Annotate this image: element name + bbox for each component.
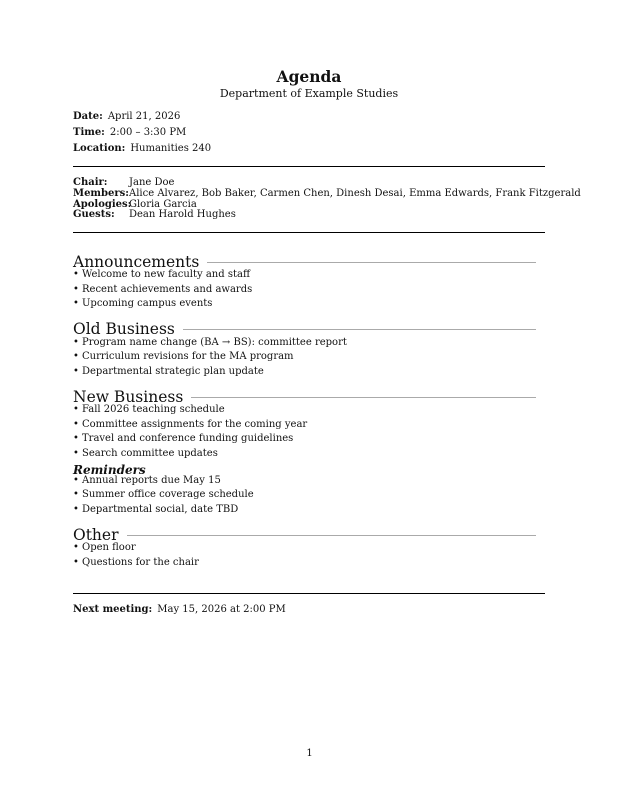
location-value: Humanities 240 [130, 143, 212, 154]
page-number: 1 [306, 748, 313, 759]
list-item: • Fall 2026 teaching schedule [73, 404, 225, 415]
list-item: • Travel and conference funding guidelines [73, 433, 294, 444]
section-heading: New Business [73, 388, 184, 406]
date-label: Date: [73, 111, 103, 122]
section-heading: Old Business [73, 320, 175, 338]
attendance-label: Guests: [73, 209, 115, 220]
list-item: • Curriculum revisions for the MA program [73, 351, 294, 362]
page-title: Agenda [276, 67, 342, 86]
subsection-reminders: Reminders [73, 463, 146, 477]
heading-rule [207, 262, 536, 263]
list-item: • Summer office coverage schedule [73, 489, 254, 500]
attendance-label: Members: [73, 188, 129, 199]
section-old-business [73, 320, 536, 338]
meta-date [73, 111, 180, 122]
next-meeting-label: Next meeting: [73, 604, 153, 615]
next-meeting [73, 604, 286, 615]
attendance-value: Alice Alvarez, Bob Baker, Carmen Chen, Dinesh Desai, Emma Edwards, Frank Fitzgerald [129, 188, 581, 199]
list-item: • Questions for the chair [73, 557, 199, 568]
divider [73, 166, 545, 167]
divider [73, 232, 545, 233]
next-meeting-value: May 15, 2026 at 2:00 PM [157, 604, 286, 615]
date-value: April 21, 2026 [107, 111, 181, 122]
page-subtitle: Department of Example Studies [219, 87, 399, 100]
list-item: • Open floor [73, 542, 136, 553]
list-item: • Departmental social, date TBD [73, 504, 239, 515]
time-value: 2:00 – 3:30 PM [109, 127, 187, 138]
attendance-label: Chair: [73, 177, 108, 188]
attendance-value: Jane Doe [129, 177, 175, 188]
section-other [73, 526, 536, 544]
attendance-label: Apologies: [73, 199, 132, 210]
heading-rule [183, 329, 536, 330]
section-heading: Other [73, 526, 119, 544]
list-item: • Recent achievements and awards [73, 284, 253, 295]
meta-time [73, 127, 186, 138]
list-item: • Welcome to new faculty and staff [73, 269, 251, 280]
list-item: • Annual reports due May 15 [73, 475, 221, 486]
meta-location [73, 143, 211, 154]
list-item: • Upcoming campus events [73, 298, 213, 309]
location-label: Location: [73, 143, 126, 154]
heading-rule [191, 397, 536, 398]
list-item: • Search committee updates [73, 448, 218, 459]
list-item: • Departmental strategic plan update [73, 366, 264, 377]
divider [73, 593, 545, 594]
section-heading: Announcements [73, 253, 200, 271]
attendance-value: Gloria Garcia [129, 199, 197, 210]
list-item: • Program name change (BA → BS): committee report [73, 337, 347, 348]
attendance-value: Dean Harold Hughes [129, 209, 236, 220]
heading-rule [127, 535, 536, 536]
time-label: Time: [73, 127, 105, 138]
list-item: • Committee assignments for the coming year [73, 419, 308, 430]
